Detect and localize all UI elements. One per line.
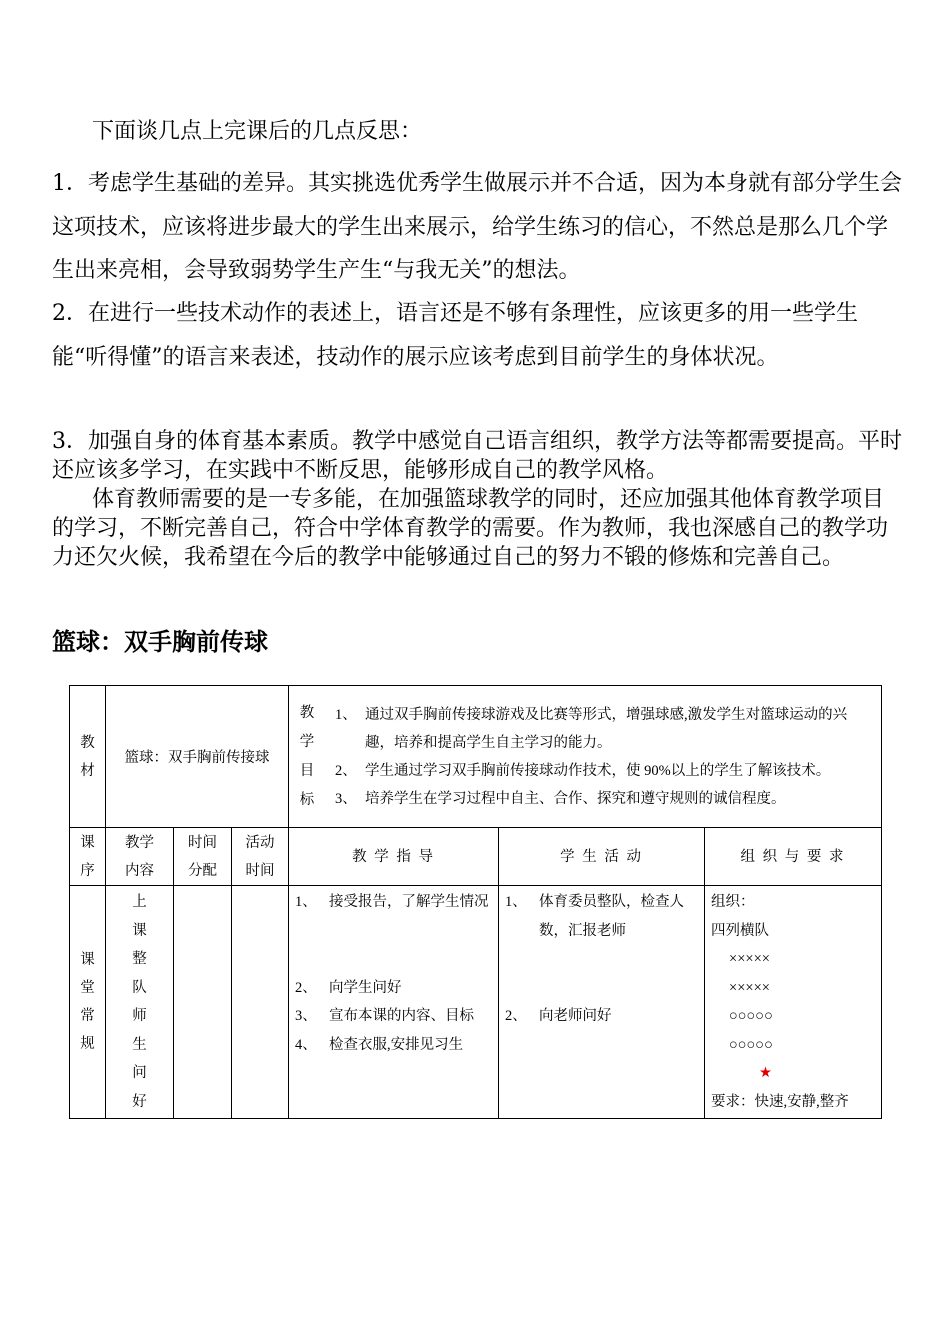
organization-requirements [705,886,882,1119]
objective-item: 3、 培养学生在学习过程中自主、合作、探究和遵守规则的诚信程度。 [335,790,786,807]
objectives-cell [289,686,882,828]
requirement-text: 要求：快速,安静,整齐 [711,1093,849,1110]
header-row [70,828,882,886]
teacher-step: 3、 宣布本课的内容、目标 [295,1008,475,1024]
student-step: 1、 体育委员整队，检查人数，汇报老师 [505,894,685,939]
formation-line: ××××× [729,979,770,996]
objective-item: 1、 通过双手胸前传接球游戏及比赛等形式，增强球感,激发学生对篮球运动的兴趣，培养和提高学生自主学习的能力。 [335,706,848,751]
formation-text: 四列横队 [711,922,770,939]
routine-content: 上 课 整 队 师 生 问 好 [106,886,174,1119]
header-time-allocation: 时间 分配 [174,828,232,886]
reflection-closing: 体育教师需要的是一专多能，在加强篮球教学的同时，还应加强其他体育教学项目的学习，不断完善自己，符合中学体育教学的需要。作为教师，我也深感自己的教学功力还欠火候，我希望在今后的教学中能够通过自己的努力不锻的修炼和完善自己。 [52,487,889,570]
lesson-plan-table [69,685,882,1119]
routine-row [70,886,882,1119]
teacher-step: 2、 向学生问好 [295,979,402,996]
reflection-point-3: 3．加强自身的体育基本素质。教学中感觉自己语言组织，教学方法等都需要提高。平时还应该多学习，在实践中不断反思，能够形成自己的教学风格。 [52,429,902,483]
teacher-step: 1、 接受报告，了解学生情况 [295,894,489,910]
reflection-point-1: 1．考虑学生基础的差异。其实挑选优秀学生做展示并不合适，因为本身就有部分学生会这项技术，应该将进步最大的学生出来展示，给学生练习的信心，不然总是那么几个学生出来亮相，会导致弱势学生产生“与我无关”的想法。 [52,171,902,283]
reflection-intro: 下面谈几点上完课后的几点反思： [92,119,423,144]
teacher-guidance [289,886,499,1119]
formation-line: ○○○○○ [729,1036,773,1053]
header-student-activity: 学 生 活 动 [499,828,705,886]
organization-label: 组织： [711,894,755,910]
teacher-star-icon: ★ [759,1065,773,1081]
routine-sequence: 课 堂 常 规 [70,886,106,1119]
header-sequence: 课 序 [70,828,106,886]
header-organization: 组 织 与 要 求 [705,828,882,886]
objectives-list [325,698,881,816]
section-title: 篮球：双手胸前传球 [52,628,268,656]
goal-label: 教 学 目 标 [299,704,315,808]
student-activity [499,886,705,1119]
routine-time-allocation [174,886,232,1119]
header-teacher-guidance: 教 学 指 导 [289,828,499,886]
header-activity-time: 活动 时间 [232,828,289,886]
reflection-point-2: 2．在进行一些技术动作的表述上，语言还是不够有条理性，应该更多的用一些学生能“听得懂”的语言来表述，技动作的展示应该考虑到目前学生的身体状况。 [52,301,858,370]
formation-line: ○○○○○ [729,1008,773,1024]
objective-item: 2、 学生通过学习双手胸前传接球动作技术，使 90%以上的学生了解该技术。 [335,762,831,779]
header-content: 教学 内容 [106,828,174,886]
material-label: 教 材 [70,686,106,828]
routine-activity-time [232,886,289,1119]
formation-line: ××××× [729,951,770,967]
teacher-step: 4、 检查衣服,安排见习生 [295,1036,464,1053]
material-row [70,686,882,828]
material-value: 篮球：双手胸前传接球 [106,686,289,828]
student-step: 2、 向老师问好 [505,1008,612,1024]
